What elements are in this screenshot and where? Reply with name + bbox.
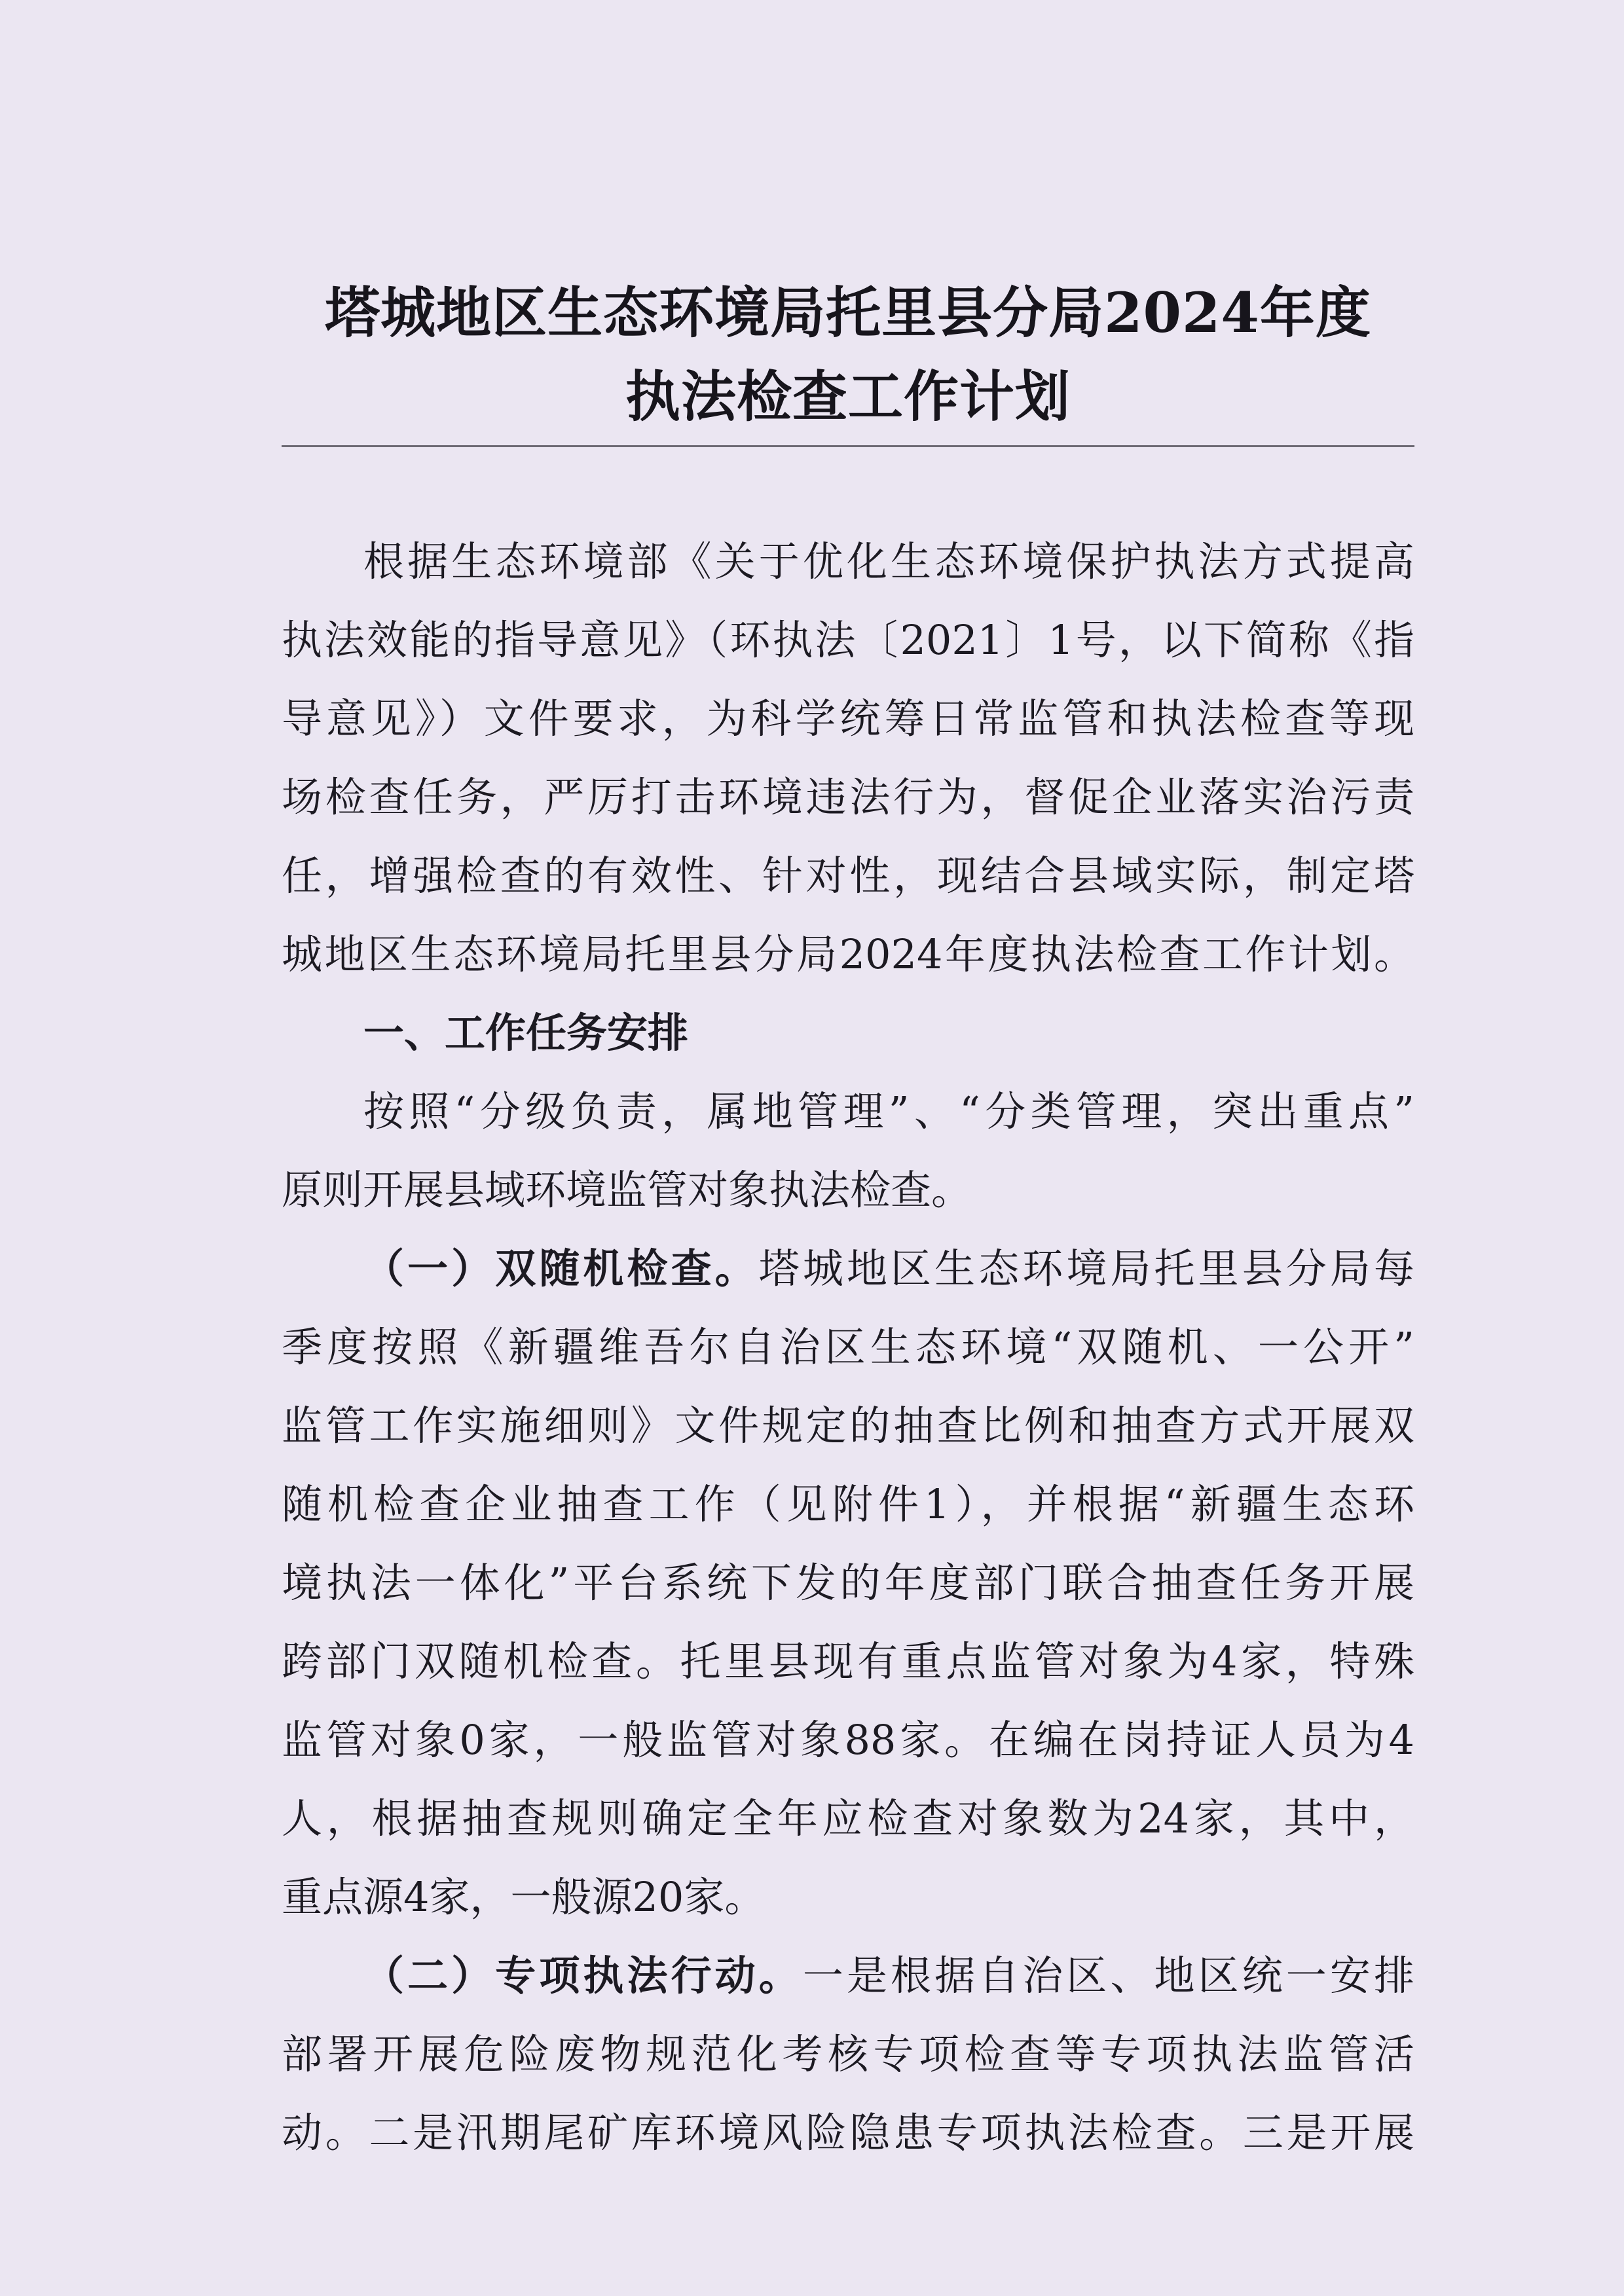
document-title-line-2: 执法检查工作计划 bbox=[625, 364, 1071, 429]
intro-line: 导意见》）文件要求，为科学统筹日常监管和执法检查等现 bbox=[282, 695, 1414, 742]
item-1-label: （一）双随机检查。 bbox=[363, 1245, 759, 1292]
item-1-first-line bbox=[363, 1236, 1414, 1302]
document-title-line-1: 塔城地区生态环境局托里县分局2024年度 bbox=[325, 280, 1371, 345]
item-2-line: 动。二是汛期尾矿库环境风险隐患专项执法检查。三是开展 bbox=[282, 2109, 1414, 2157]
intro-line: 根据生态环境部《关于优化生态环境保护执法方式提高 bbox=[363, 538, 1414, 585]
section-line: 原则开展县域环境监管对象执法检查。 bbox=[282, 1166, 972, 1214]
item-2-first-line bbox=[363, 1943, 1414, 2009]
title-divider bbox=[282, 445, 1414, 447]
intro-line: 执法效能的指导意见》（环执法〔2021〕1号，以下简称《指 bbox=[282, 616, 1414, 664]
item-1-line: 监管工作实施细则》文件规定的抽查比例和抽查方式开展双 bbox=[282, 1402, 1414, 1449]
item-1-line: 季度按照《新疆维吾尔自治区生态环境“双随机、一公开” bbox=[282, 1323, 1414, 1371]
item-1-line: 境执法一体化”平台系统下发的年度部门联合抽查任务开展 bbox=[282, 1559, 1414, 1607]
item-2-line: 一是根据自治区、地区统一安排 bbox=[802, 1952, 1414, 1999]
intro-line: 场检查任务，严厉打击环境违法行为，督促企业落实治污责 bbox=[282, 773, 1414, 821]
section-heading: 一、工作任务安排 bbox=[363, 1009, 689, 1057]
item-1-line: 塔城地区生态环境局托里县分局每 bbox=[758, 1245, 1414, 1292]
item-1-line: 重点源4家，一般源20家。 bbox=[282, 1873, 766, 1921]
item-2-label: （二）专项执法行动。 bbox=[363, 1952, 803, 1999]
item-2-line: 部署开展危险废物规范化考核专项检查等专项执法监管活 bbox=[282, 2030, 1414, 2078]
item-1-line: 随机检查企业抽查工作（见附件1），并根据“新疆生态环 bbox=[282, 1480, 1414, 1528]
item-1-line: 人，根据抽查规则确定全年应检查对象数为24家，其中， bbox=[282, 1795, 1414, 1842]
intro-line: 城地区生态环境局托里县分局2024年度执法检查工作计划。 bbox=[282, 930, 1414, 978]
section-line: 按照“分级负责，属地管理”、“分类管理，突出重点” bbox=[363, 1087, 1414, 1135]
item-1-line: 跨部门双随机检查。托里县现有重点监管对象为4家，特殊 bbox=[282, 1637, 1414, 1685]
item-1-line: 监管对象0家，一般监管对象88家。在编在岗持证人员为4 bbox=[282, 1716, 1414, 1764]
intro-line: 任，增强检查的有效性、针对性，现结合县域实际，制定塔 bbox=[282, 852, 1414, 900]
